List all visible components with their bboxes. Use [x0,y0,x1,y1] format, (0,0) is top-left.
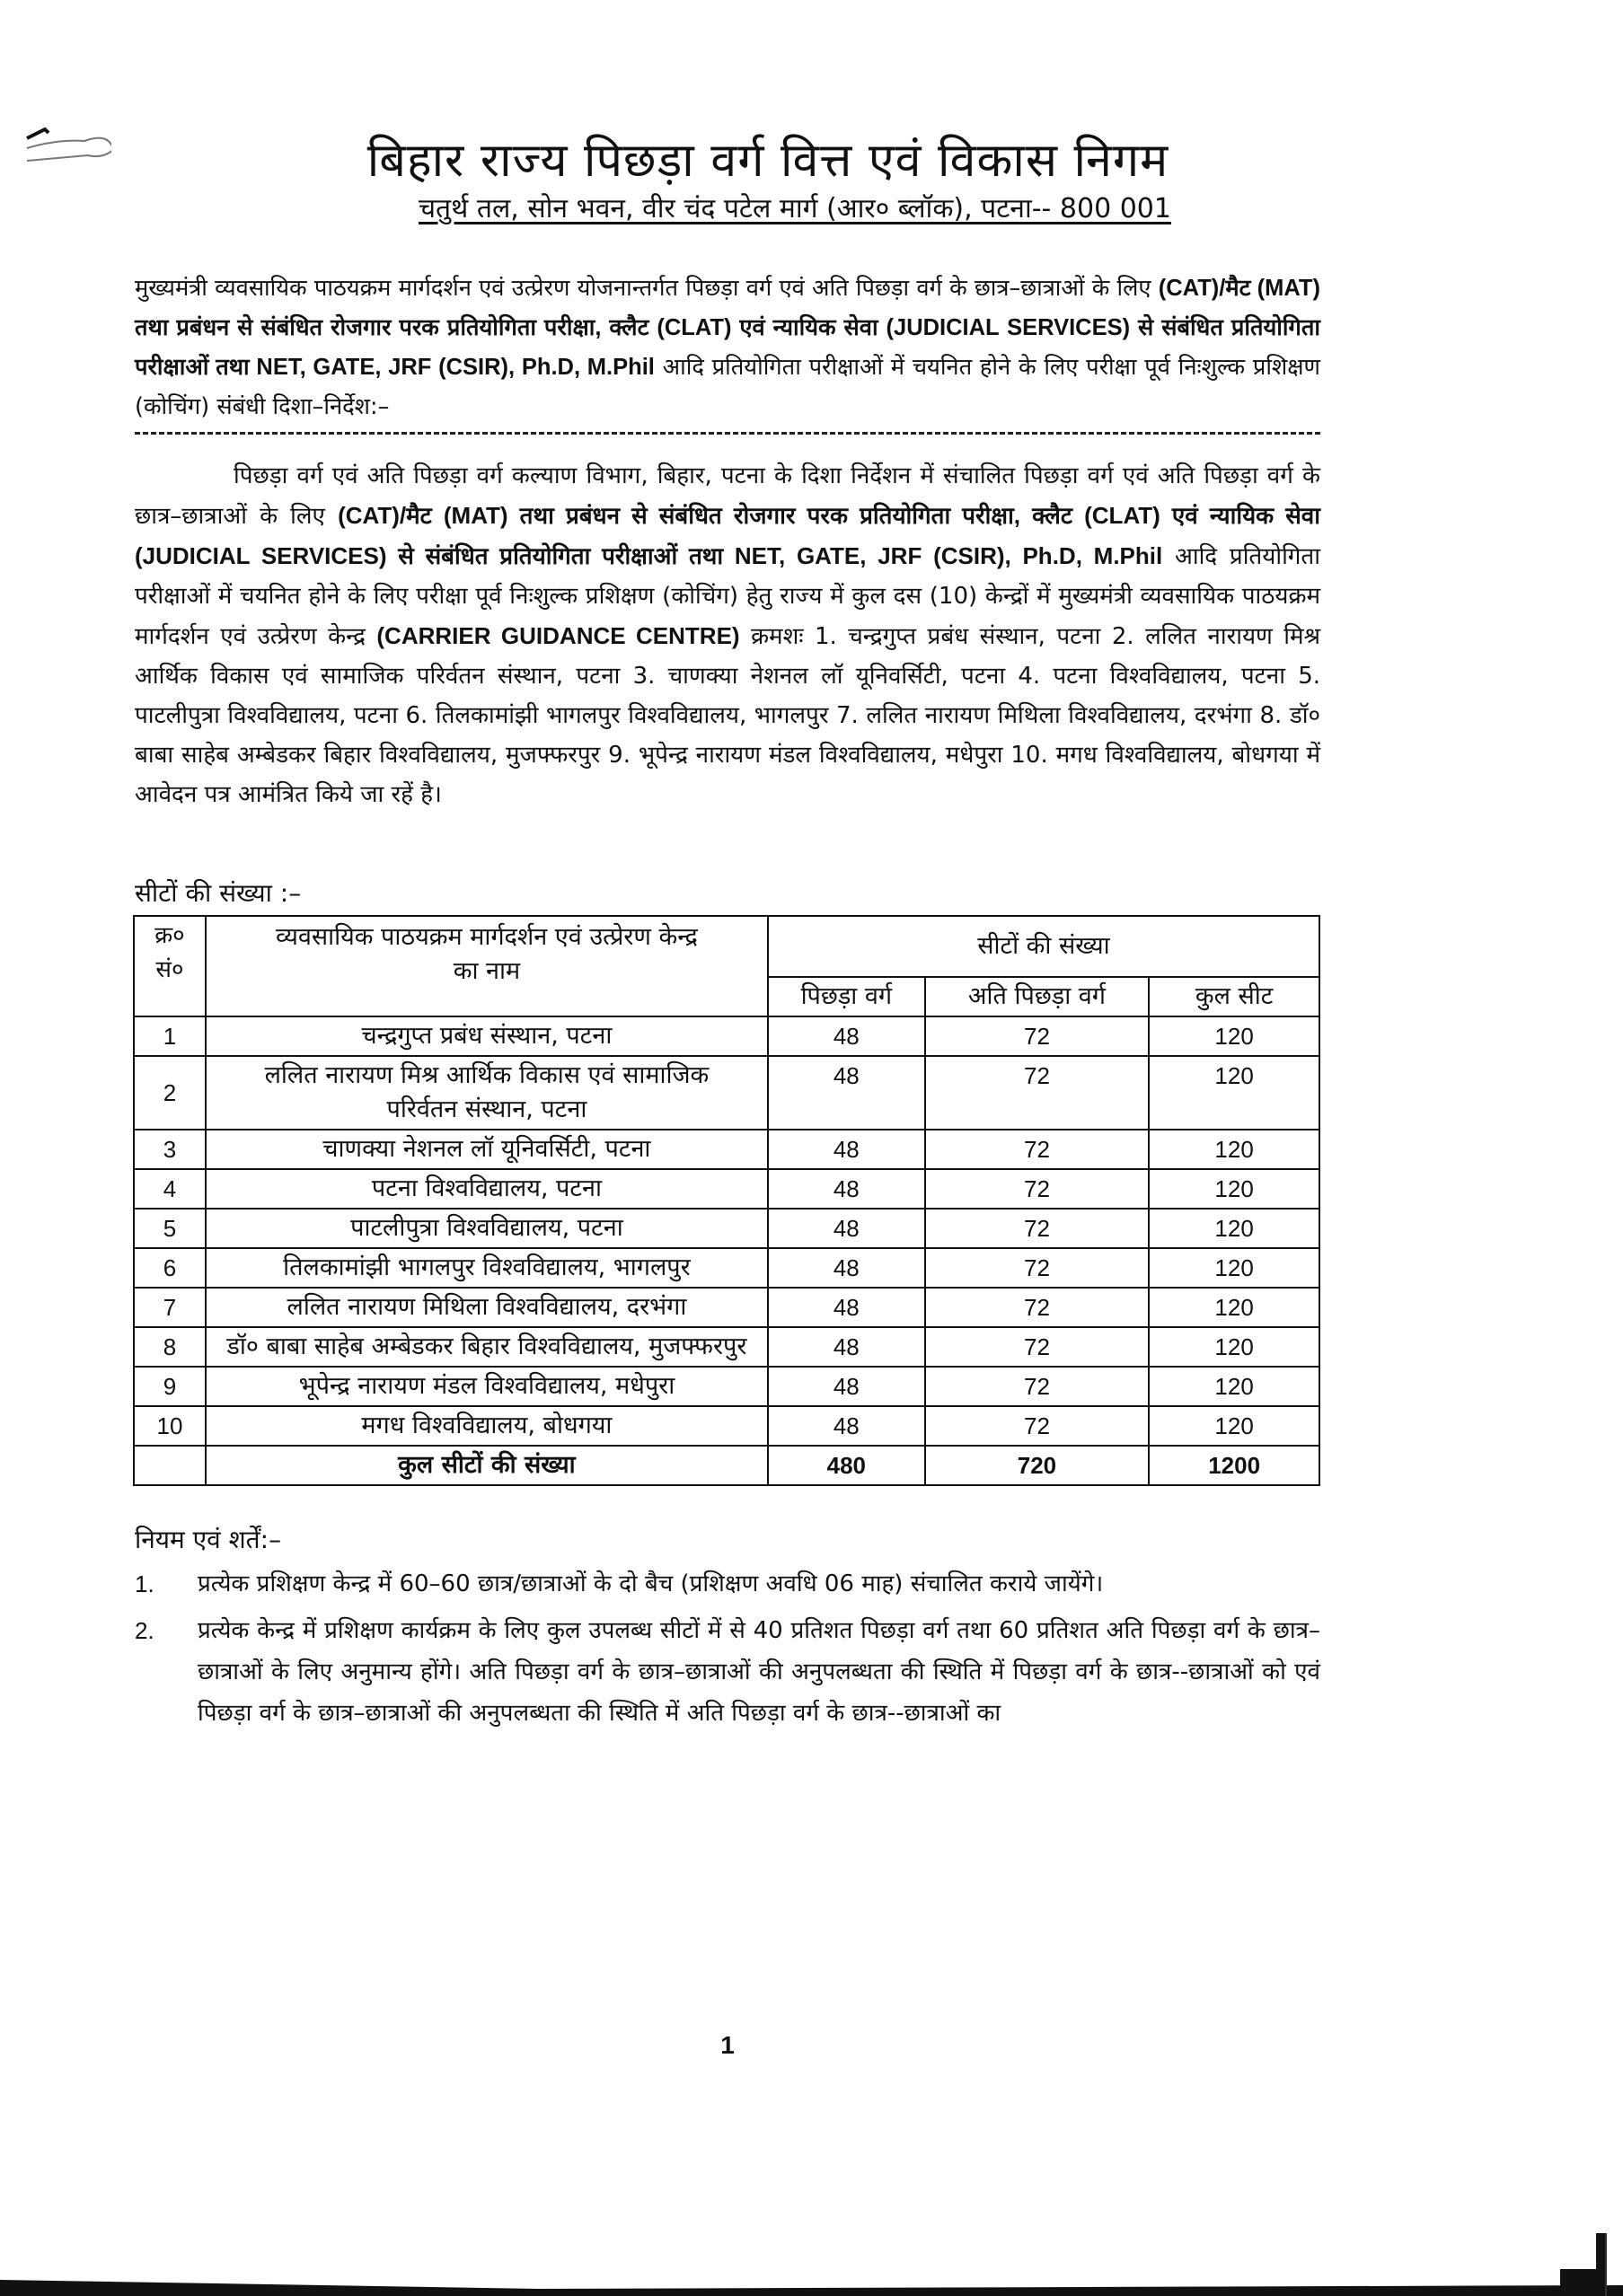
row-sno: 6 [134,1248,206,1288]
row-bc: 48 [768,1406,925,1446]
row-bc: 48 [768,1367,925,1406]
handwritten-mark [13,99,111,162]
header-ebc: अति पिछड़ा वर्ग [925,977,1150,1016]
table-row [134,1367,1319,1406]
header-sno: क्र० सं० [134,916,206,1016]
table-row [134,1288,1319,1327]
table-row [134,1406,1319,1446]
header-bc: पिछड़ा वर्ग [768,977,925,1016]
rule-index: 1. [135,1570,154,1597]
row-centre: चाणक्या नेशनल लॉ यूनिवर्सिटी, पटना [206,1130,768,1169]
body-text-1: पिछड़ा वर्ग एवं अति पिछड़ा वर्ग कल्याण विभाग, बिहार, पटना के दिशा निर्देशन में संचालित पिछड़ा वर्ग एवं अति पिछड़ा वर्ग के छात्र–छात्राओं के लिए [135,462,1320,530]
rule-index: 2. [135,1617,154,1644]
row-bc: 48 [768,1248,925,1288]
row-total: 120 [1149,1169,1319,1209]
dashed-divider [135,432,1320,435]
seats-section-label: सीटों की संख्या :– [135,878,302,908]
row-ebc: 72 [925,1327,1150,1367]
body-text-2: आदि प्रतियोगिता परीक्षाओं में चयनित होने के लिए परीक्षा पूर्व निःशुल्क प्रशिक्षण (कोचिंग) हेतु राज्य में कुल दस (10) केन्द्रों में मुख्यमंत्री व्यवसायिक पाठयक्रम मार्गदर्शन एवं उत्प्रेरण केन्द्र [135,543,1320,650]
intro-paragraph [135,268,1320,427]
row-ebc: 72 [925,1367,1150,1406]
row-sno: 10 [134,1406,206,1446]
body-bold-exams: (CAT)/मैट (MAT) तथा प्रबंधन से संबंधित रोजगार परक प्रतियोगिता परीक्षा, क्लैट (CLAT) एवं न्यायिक सेवा (JUDICIAL SERVICES) से संबंधित प्रतियोगिता परीक्षाओं तथा NET, GATE, JRF (CSIR), Ph.D, M.Phil [135,502,1320,569]
row-bc: 48 [768,1130,925,1169]
organization-title: बिहार राज्य पिछड़ा वर्ग वित्त एवं विकास निगम [366,134,1169,188]
row-sno: 4 [134,1169,206,1209]
total-bc: 480 [768,1446,925,1485]
row-bc: 48 [768,1209,925,1248]
row-bc: 48 [768,1327,925,1367]
row-centre: डॉ० बाबा साहेब अम्बेडकर बिहार विश्वविद्यालय, मुजफ्फरपुर [206,1327,768,1367]
intro-bold-exams: (CAT)/मैट (MAT) तथा प्रबंधन से संबंधित रोजगार परक प्रतियोगिता परीक्षा, क्लैट (CLAT) एवं न्यायिक सेवा (JUDICIAL SERVICES) से संबंधित प्रतियोगिता परीक्षाओं तथा NET, GATE, JRF (CSIR), Ph.D, M.Phil [135,276,1320,380]
intro-text-1: मुख्यमंत्री व्यवसायिक पाठयक्रम मार्गदर्शन एवं उत्प्रेरण योजनान्तर्गत पिछड़ा वर्ग एवं अति पिछड़ा वर्ग के छात्र–छात्राओं के लिए [135,275,1159,302]
header-seats-group: सीटों की संख्या [768,916,1319,977]
row-sno: 9 [134,1367,206,1406]
row-ebc: 72 [925,1169,1150,1209]
table-row [134,1016,1319,1056]
header-centre-name: व्यवसायिक पाठयक्रम मार्गदर्शन एवं उत्प्रेरण केन्द्र का नाम [206,916,768,1016]
scan-corner-shadow [1560,2233,1623,2296]
row-centre: ललित नारायण मिश्र आर्थिक विकास एवं सामाजिक परिर्वतन संस्थान, पटना [206,1056,768,1130]
page-number: 1 [720,2031,735,2059]
row-total: 120 [1149,1130,1319,1169]
seats-table [133,915,1320,1486]
row-bc: 48 [768,1016,925,1056]
row-centre: ललित नारायण मिथिला विश्वविद्यालय, दरभंगा [206,1288,768,1327]
row-sno: 3 [134,1130,206,1169]
row-sno: 1 [134,1016,206,1056]
rule-item [135,1563,1320,1605]
row-total: 120 [1149,1367,1319,1406]
body-paragraph [135,456,1320,814]
row-total: 120 [1149,1406,1319,1446]
total-label: कुल सीटों की संख्या [206,1446,768,1485]
row-sno: 2 [134,1056,206,1130]
row-bc: 48 [768,1169,925,1209]
row-ebc: 72 [925,1209,1150,1248]
row-centre: भूपेन्द्र नारायण मंडल विश्वविद्यालय, मधेपुरा [206,1367,768,1406]
row-total: 120 [1149,1209,1319,1248]
row-ebc: 72 [925,1016,1150,1056]
header-total: कुल सीट [1149,977,1319,1016]
table-row [134,1327,1319,1367]
row-total: 120 [1149,1327,1319,1367]
rule-text: प्रत्येक केन्द्र में प्रशिक्षण कार्यक्रम के लिए कुल उपलब्ध सीटों में से 40 प्रतिशत पिछड़ा वर्ग तथा 60 प्रतिशत अति पिछड़ा वर्ग के छात्र–छात्राओं के लिए अनुमान्य होंगे। अति पिछड़ा वर्ग के छात्र–छात्राओं की अनुपलब्धता की स्थिति में पिछड़ा वर्ग के छात्र--छात्राओं को एवं पिछड़ा वर्ग के छात्र–छात्राओं की अनुपलब्धता की स्थिति में अति पिछड़ा वर्ग के छात्र--छात्राओं का [198,1617,1320,1727]
row-bc: 48 [768,1056,925,1130]
row-centre: पटना विश्वविद्यालय, पटना [206,1169,768,1209]
row-ebc: 72 [925,1288,1150,1327]
row-centre: मगध विश्वविद्यालय, बोधगया [206,1406,768,1446]
intro-text-2: आदि प्रतियोगिता परीक्षाओं में चयनित होने के लिए परीक्षा पूर्व निःशुल्क प्रशिक्षण (कोचिंग) संबंधी दिशा–निर्देश:– [135,354,1320,420]
table-row [134,1130,1319,1169]
row-ebc: 72 [925,1130,1150,1169]
table-total-row [134,1446,1319,1485]
rule-text: प्रत्येक प्रशिक्षण केन्द्र में 60–60 छात्र/छात्राओं के दो बैच (प्रशिक्षण अवधि 06 माह) संचालित कराये जायेंगे। [198,1570,1104,1597]
table-row [134,1056,1319,1130]
body-bold-centre: (CARRIER GUIDANCE CENTRE) [376,622,740,649]
rule-item [135,1610,1320,1734]
row-ebc: 72 [925,1406,1150,1446]
row-sno: 7 [134,1288,206,1327]
row-centre: तिलकामांझी भागलपुर विश्वविद्यालय, भागलपुर [206,1248,768,1288]
row-sno: 5 [134,1209,206,1248]
row-centre: चन्द्रगुप्त प्रबंध संस्थान, पटना [206,1016,768,1056]
scan-edge-shadow [0,2269,1623,2296]
row-total: 120 [1149,1056,1319,1130]
table-row [134,1209,1319,1248]
row-sno: 8 [134,1327,206,1367]
row-total: 120 [1149,1248,1319,1288]
row-ebc: 72 [925,1056,1150,1130]
total-ebc: 720 [925,1446,1150,1485]
row-total: 120 [1149,1016,1319,1056]
row-ebc: 72 [925,1248,1150,1288]
row-bc: 48 [768,1288,925,1327]
total-sno-empty [134,1446,206,1485]
row-total: 120 [1149,1288,1319,1327]
row-centre: पाटलीपुत्रा विश्वविद्यालय, पटना [206,1209,768,1248]
rules-title: नियम एवं शर्तें:– [135,1525,282,1554]
table-row [134,1248,1319,1288]
total-total: 1200 [1149,1446,1319,1485]
document-page [135,130,1320,2059]
body-text-3: क्रमशः 1. चन्द्रगुप्त प्रबंध संस्थान, पटना 2. ललित नारायण मिश्र आर्थिक विकास एवं सामाजिक परिर्वतन संस्थान, पटना 3. चाणक्या नेशनल लॉ यूनिवर्सिटी, पटना 4. पटना विश्वविद्यालय, पटना 5. पाटलीपुत्रा विश्वविद्यालय, पटना 6. तिलकामांझी भागलपुर विश्वविद्यालय, भागलपुर 7. ललित नारायण मिथिला विश्वविद्यालय, दरभंगा 8. डॉ० बाबा साहेब अम्बेडकर बिहार विश्वविद्यालय, मुजफ्फरपुर 9. भूपेन्द्र नारायण मंडल विश्वविद्यालय, मधेपुरा 10. मगध विश्वविद्यालय, बोधगया में आवेदन पत्र आमंत्रित किये जा रहें है। [135,623,1320,808]
table-row [134,1169,1319,1209]
organization-address: चतुर्थ तल, सोन भवन, वीर चंद पटेल मार्ग (आर० ब्लॉक), पटना-- 800 001 [419,193,1171,224]
